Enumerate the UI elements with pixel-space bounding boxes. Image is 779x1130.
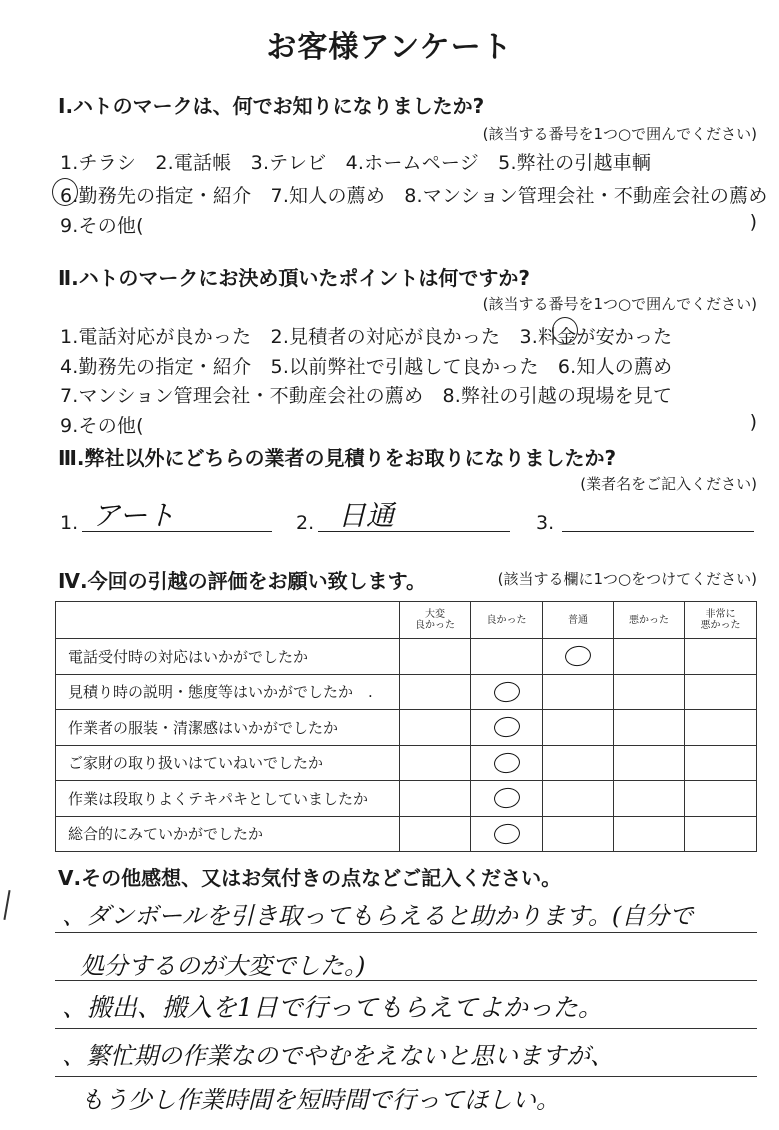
question-2-note: (該当する番号を1つ○で囲んでください) xyxy=(482,295,757,313)
evaluation-header-row xyxy=(56,602,757,639)
question-2-options-line-3: 7.マンション管理会社・不動産会社の薦め 8.弊社の引越の現場を見て xyxy=(60,385,673,407)
column-header-good: 良かった xyxy=(471,602,543,639)
question-1-other: 9.その他( xyxy=(60,215,144,237)
question-1-other-close: ) xyxy=(749,211,757,233)
rating-cell-bad[interactable] xyxy=(614,781,685,817)
comment-line-3: 、搬出、搬入を1日で行ってもらえてよかった。 xyxy=(62,993,603,1022)
question-1-heading: Ⅰ.ハトのマークは、何でお知りになりましたか? xyxy=(58,94,485,118)
rating-cell-good[interactable] xyxy=(471,710,543,746)
comment-line-1: 、ダンボールを引き取ってもらえると助かります。(自分で xyxy=(62,902,694,930)
page-title: お客様アンケート xyxy=(266,30,513,65)
competitor-2-number: 2. xyxy=(296,512,315,534)
question-2-options-line-1: 1.電話対応が良かった 2.見積者の対応が良かった 3.料金が安かった xyxy=(60,326,673,348)
rating-cell-normal[interactable] xyxy=(543,816,614,852)
question-1-note: (該当する番号を1つ○で囲んでください) xyxy=(482,125,757,143)
rating-cell-very-bad[interactable] xyxy=(685,710,757,746)
evaluation-table xyxy=(55,601,757,852)
rating-cell-very-good[interactable] xyxy=(400,674,471,710)
evaluation-header-blank xyxy=(56,602,400,639)
evaluation-row xyxy=(56,710,757,746)
rating-cell-good[interactable] xyxy=(471,781,543,817)
rating-cell-very-good[interactable] xyxy=(400,781,471,817)
question-2-heading: Ⅱ.ハトのマークにお決め頂いたポイントは何ですか? xyxy=(58,266,530,290)
rating-cell-very-good[interactable] xyxy=(400,745,471,781)
rating-cell-very-good[interactable] xyxy=(400,710,471,746)
rating-circle-mark xyxy=(492,716,521,739)
rating-cell-very-bad[interactable] xyxy=(685,639,757,675)
question-1-options-line-2: 6.勤務先の指定・紹介 7.知人の薦め 8.マンション管理会社・不動産会社の薦め xyxy=(60,185,768,207)
comment-line-2: 処分するのが大変でした。) xyxy=(80,952,366,980)
comment-rule-1 xyxy=(55,932,757,933)
rating-circle-mark xyxy=(492,680,521,703)
rating-circle-mark xyxy=(492,751,521,774)
evaluation-row xyxy=(56,781,757,817)
rating-cell-normal[interactable] xyxy=(543,745,614,781)
rating-cell-very-good[interactable] xyxy=(400,816,471,852)
question-2-other: 9.その他( xyxy=(60,415,144,437)
rating-cell-good[interactable] xyxy=(471,674,543,710)
question-2-other-close: ) xyxy=(749,411,757,433)
competitor-3-number: 3. xyxy=(536,512,555,534)
rating-cell-bad[interactable] xyxy=(614,745,685,781)
evaluation-question: 作業は段取りよくテキパキとしていましたか xyxy=(56,781,400,817)
rating-cell-very-bad[interactable] xyxy=(685,816,757,852)
competitor-1-answer: アート xyxy=(92,499,176,532)
competitor-2-answer: 日通 xyxy=(338,499,395,532)
question-3-heading: Ⅲ.弊社以外にどちらの業者の見積りをお取りになりましたか? xyxy=(58,446,617,470)
evaluation-question: 総合的にみていかがでしたか xyxy=(56,816,400,852)
competitor-3-line xyxy=(562,531,754,532)
question-2-options-line-2: 4.勤務先の指定・紹介 5.以前弊社で引越して良かった 6.知人の薦め xyxy=(60,356,673,378)
question-4-heading: Ⅳ.今回の引越の評価をお願い致します。 xyxy=(58,569,426,593)
rating-cell-bad[interactable] xyxy=(614,710,685,746)
answer-circle-q2 xyxy=(552,317,578,344)
evaluation-question: ご家財の取り扱いはていねいでしたか xyxy=(56,745,400,781)
column-header-bad: 悪かった xyxy=(614,602,685,639)
question-4-note: (該当する欄に1つ○をつけてください) xyxy=(497,570,757,588)
question-5-heading: Ⅴ.その他感想、又はお気付きの点などご記入ください。 xyxy=(58,866,562,890)
rating-cell-good[interactable] xyxy=(471,639,543,675)
column-header-very-bad: 非常に 悪かった xyxy=(685,602,757,639)
rating-cell-bad[interactable] xyxy=(614,674,685,710)
evaluation-row xyxy=(56,745,757,781)
evaluation-row xyxy=(56,816,757,852)
rating-cell-normal[interactable] xyxy=(543,639,614,675)
question-3-note: (業者名をご記入ください) xyxy=(580,475,757,493)
evaluation-row xyxy=(56,639,757,675)
answer-circle-q1 xyxy=(52,178,78,206)
rating-cell-very-bad[interactable] xyxy=(685,674,757,710)
evaluation-question: 見積り時の説明・態度等はいかがでしたか . xyxy=(56,674,400,710)
comment-rule-4 xyxy=(55,1076,757,1077)
rating-cell-good[interactable] xyxy=(471,816,543,852)
rating-circle-mark xyxy=(492,787,521,810)
rating-cell-good[interactable] xyxy=(471,745,543,781)
evaluation-question: 作業者の服装・清潔感はいかがでしたか xyxy=(56,710,400,746)
rating-cell-very-bad[interactable] xyxy=(685,745,757,781)
comment-rule-3 xyxy=(55,1028,757,1029)
rating-circle-mark xyxy=(564,645,593,668)
rating-cell-normal[interactable] xyxy=(543,710,614,746)
rating-cell-normal[interactable] xyxy=(543,781,614,817)
evaluation-row xyxy=(56,674,757,710)
question-1-options-line-1: 1.チラシ 2.電話帳 3.テレビ 4.ホームページ 5.弊社の引越車輌 xyxy=(60,152,652,174)
rating-circle-mark xyxy=(492,822,521,845)
competitor-1-number: 1. xyxy=(60,512,79,534)
column-header-normal: 普通 xyxy=(543,602,614,639)
rating-cell-very-good[interactable] xyxy=(400,639,471,675)
rating-cell-bad[interactable] xyxy=(614,639,685,675)
rating-cell-normal[interactable] xyxy=(543,674,614,710)
margin-pen-mark xyxy=(3,890,10,920)
rating-cell-bad[interactable] xyxy=(614,816,685,852)
rating-cell-very-bad[interactable] xyxy=(685,781,757,817)
column-header-very-good: 大変 良かった xyxy=(400,602,471,639)
comment-line-4: 、繁忙期の作業なのでやむをえないと思いますが、 xyxy=(62,1042,614,1070)
comment-line-5: もう少し作業時間を短時間で行ってほしい。 xyxy=(80,1086,560,1114)
evaluation-question: 電話受付時の対応はいかがでしたか xyxy=(56,639,400,675)
